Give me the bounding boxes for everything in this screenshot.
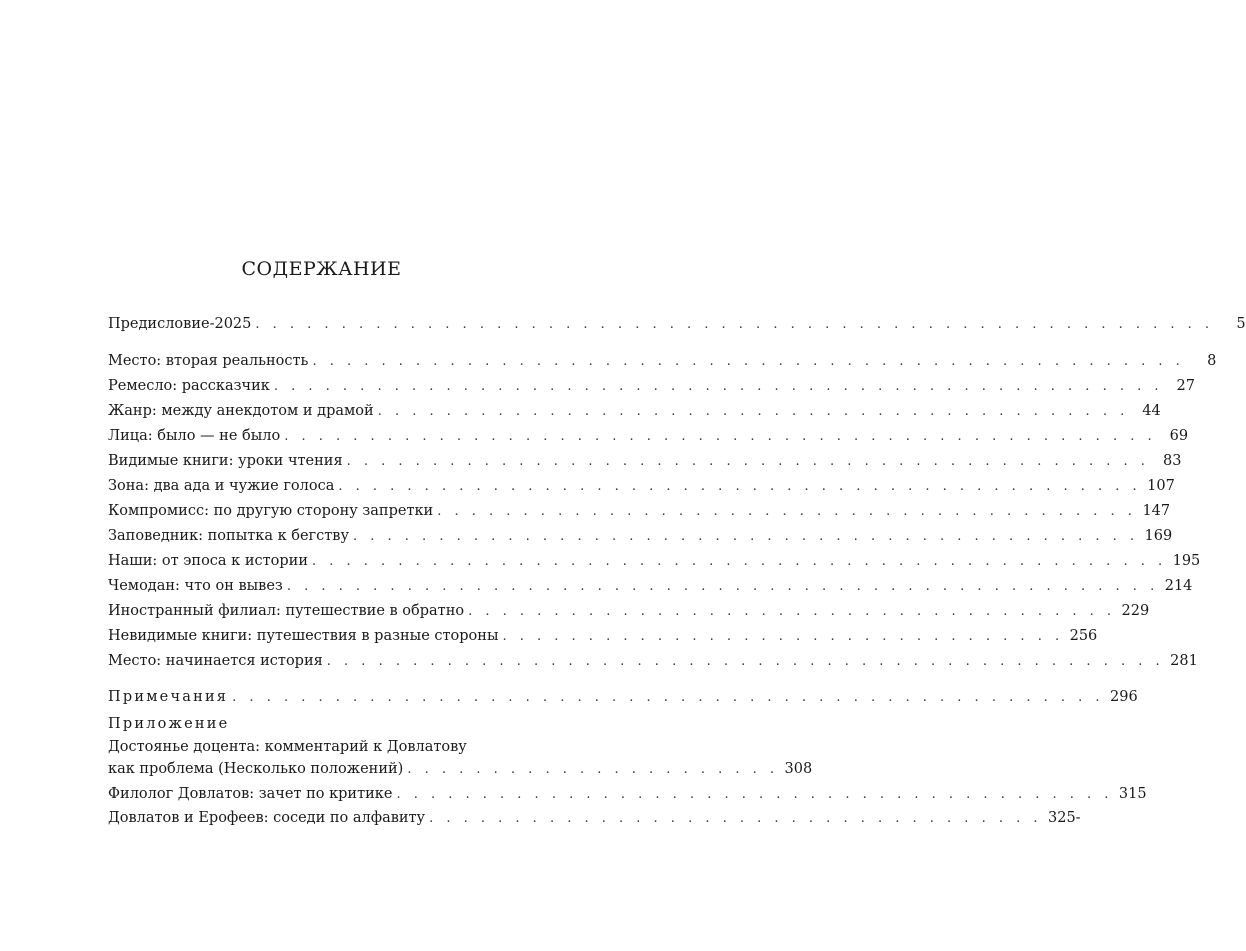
toc-entry-label: Жанр: между анекдотом и драмой [108,399,378,423]
toc-entry-page: 83 [1162,453,1182,469]
toc-entry-page: 5 [1236,316,1246,332]
toc-entry-label: Невидимые книги: путешествия в разные стороны [108,624,502,648]
toc-entry-label: Наши: от эпоса к истории [108,549,312,573]
leader-dots: . . . . . . . . . . . . . . . . . . . . . . . . . . . . . . . . . . . . . . . . . . . . [377,404,1129,419]
leader-dots: . . . . . . . . . . . . . . . . . . . . . . . . . . . . . . . . . . . . . . . . . . . . . . . [338,479,1142,494]
toc-entry-label: Место: вторая реальность [108,349,312,373]
appendix-item-label-line2: как проблема (Несколько положений) [108,757,407,781]
leader-dots: . . . . . . . . . . . . . . . . . . . . . . . . . . . . . . . . . . . . . . . . . . . . . . . . . [326,654,1165,669]
toc-entry-page: 147 [1142,503,1171,519]
toc-entry-page: 296 [1110,689,1138,705]
toc-entry [108,474,1175,498]
toc-entry-label: Место: начинается история [108,649,327,673]
toc-entry [108,624,1098,648]
toc-entry [108,349,1217,373]
toc-entry [108,649,1198,673]
page-title: СОДЕРЖАНИЕ [241,258,402,280]
toc-entry-label: Довлатов и Ерофеев: соседи по алфавиту [108,806,429,830]
leader-dots: . . . . . . . . . . . . . . . . . . . . . . . . . . . . . . . . . . . . . . . . . . . . . . . . . . . [232,690,1105,705]
leader-dots: . . . . . . . . . . . . . . . . . . . . . . . . . . . . . . . . . . . . . . . . . . . . . . . . . . [312,554,1167,569]
toc-entry-page: 107 [1147,478,1175,494]
toc-entry [108,499,1171,523]
toc-entry-page: 308 [784,761,813,777]
leader-dots: . . . . . . . . . . . . . . . . . . . . . . [407,762,779,777]
leader-dots: . . . . . . . . . . . . . . . . . . . . . . . . . . . . . . . . . . . . . . . . . . . . . . [353,529,1139,544]
toc-entry [108,549,1201,573]
leader-dots: . . . . . . . . . . . . . . . . . . . . . . . . . . . . . . . . . . . . . . . . . . . . . . . . . . . [312,354,1185,369]
toc-entry-page: 44 [1142,403,1161,419]
toc-entry-page: 69 [1169,428,1189,444]
leader-dots: . . . . . . . . . . . . . . . . . . . . . . . . . . . . . . . . . . . . . . [468,604,1116,619]
appendix-entry [108,806,1081,830]
toc-entry [108,312,1246,336]
toc-entry [108,449,1182,473]
toc-entry-page: 229 [1121,603,1150,619]
appendix-entry [108,782,1147,806]
leader-dots: . . . . . . . . . . . . . . . . . . . . . . . . . . . . . . . . . . . . . . . . . . . . . . . . . . . [284,429,1157,444]
toc-entry-label: Чемодан: что он вывез [108,574,287,598]
leader-dots: . . . . . . . . . . . . . . . . . . . . . . . . . . . . . . . . . . . . [429,811,1042,826]
toc-entry-page: 281 [1170,653,1198,669]
toc-entry [108,599,1150,623]
toc-entry [108,574,1193,598]
leader-dots: . . . . . . . . . . . . . . . . . . . . . . . . . . . . . . . . . . . . . . . . . . [396,787,1113,802]
toc-entry-notes [108,685,1138,709]
toc-entry-page: 256 [1069,628,1098,644]
toc-entry-label: Лица: было — не было [108,424,284,448]
toc-entry-label: Зона: два ада и чужие голоса [108,474,338,498]
toc-entry [108,374,1195,398]
toc-entry [108,399,1161,423]
toc-entry-page: 8 [1207,353,1217,369]
toc-entry-label: Предисловие-2025 [108,312,255,336]
toc-entry [108,524,1173,548]
toc-entry [108,424,1189,448]
appendix-item-label-line1: Достоянье доцента: комментарий к Довлатову [108,739,467,755]
leader-dots: . . . . . . . . . . . . . . . . . . . . . . . . . . . . . . . . . . . . . . . . . [437,504,1137,519]
toc-entry-label: Иностранный филиал: путешествие в обратно [108,599,468,623]
toc-entry-page: 27 [1176,378,1195,394]
toc-entry-page: 214 [1164,578,1193,594]
toc-entry-label: Компромисс: по другую сторону запретки [108,499,437,523]
toc-entry-label: Заповедник: попытка к бегству [108,524,353,548]
toc-entry-page: 195 [1172,553,1201,569]
leader-dots: . . . . . . . . . . . . . . . . . . . . . . . . . . . . . . . . . . . . . . . . . . . . . . . [346,454,1150,469]
toc-entry-label: Видимые книги: уроки чтения [108,449,347,473]
leader-dots: . . . . . . . . . . . . . . . . . . . . . . . . . . . . . . . . . . . . . . . . . . . . . . . . . . . . . . . . [255,317,1214,332]
toc-entry-page: 325- [1048,810,1081,826]
appendix-heading: Приложение [108,716,230,732]
toc-entry-label: Примечания [108,685,232,709]
toc-entry-label: Ремесло: рассказчик [108,374,274,398]
leader-dots: . . . . . . . . . . . . . . . . . . . . . . . . . . . . . . . . . . . . . . . . . . . . . . . . . . . [286,579,1159,594]
toc-entry-page: 169 [1144,528,1173,544]
appendix-entry [108,757,813,781]
leader-dots: . . . . . . . . . . . . . . . . . . . . . . . . . . . . . . . . . [502,629,1064,644]
toc-entry-label: Филолог Довлатов: зачет по критике [108,782,396,806]
toc-entry-page: 315 [1118,786,1147,802]
leader-dots: . . . . . . . . . . . . . . . . . . . . . . . . . . . . . . . . . . . . . . . . . . . . . . . . . . . . [273,379,1163,394]
